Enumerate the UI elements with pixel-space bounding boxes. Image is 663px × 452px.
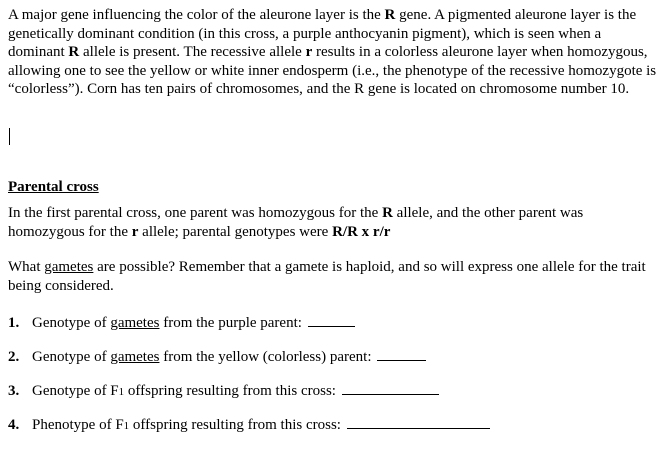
parental-cross-paragraph: In the first parental cross, one parent was homozygous for the R allele, and the other parent was homozygous for the r allele; parental genotypes were R/R x r/r [8, 205, 584, 240]
answer-blank-1[interactable] [308, 312, 355, 327]
answer-blank-2[interactable] [377, 346, 426, 361]
question-number: 3. [8, 383, 20, 399]
question-number: 4. [8, 417, 20, 433]
text-cursor [9, 128, 10, 145]
question-number: 2. [8, 349, 20, 365]
question-1: 1. Genotype of gametes from the purple parent: [8, 312, 355, 333]
question-2: 2. Genotype of gametes from the yellow (colorless) parent: [8, 346, 426, 367]
gametes-prompt-paragraph: What gametes are possible? Remember that a gamete is haploid, and so will express one allele for the trait being considered. [8, 259, 646, 294]
question-number: 1. [8, 315, 20, 331]
section-heading-parental-cross: Parental cross [8, 179, 99, 195]
answer-blank-3[interactable] [342, 380, 439, 395]
intro-paragraph: A major gene influencing the color of the aleurone layer is the R gene. A pigmented aleurone layer is the genetically dominant condition (in this cross, a purple anthocyanin pigment), which is seen when a dominant R allele is present. The recessive allele r results in a colorless aleurone layer when homozygous, allowing one to see the yellow or white inner endosperm (i.e., the phenotype of the recessive homozygote is “colorless”). Corn has ten pairs of chromosomes, and the R gene is located on chromosome number 10. [8, 7, 657, 98]
question-3: 3. Genotype of F1 offspring resulting from this cross: [8, 380, 439, 402]
question-4: 4. Phenotype of F1 offspring resulting from this cross: [8, 414, 490, 436]
answer-blank-4[interactable] [347, 414, 490, 429]
